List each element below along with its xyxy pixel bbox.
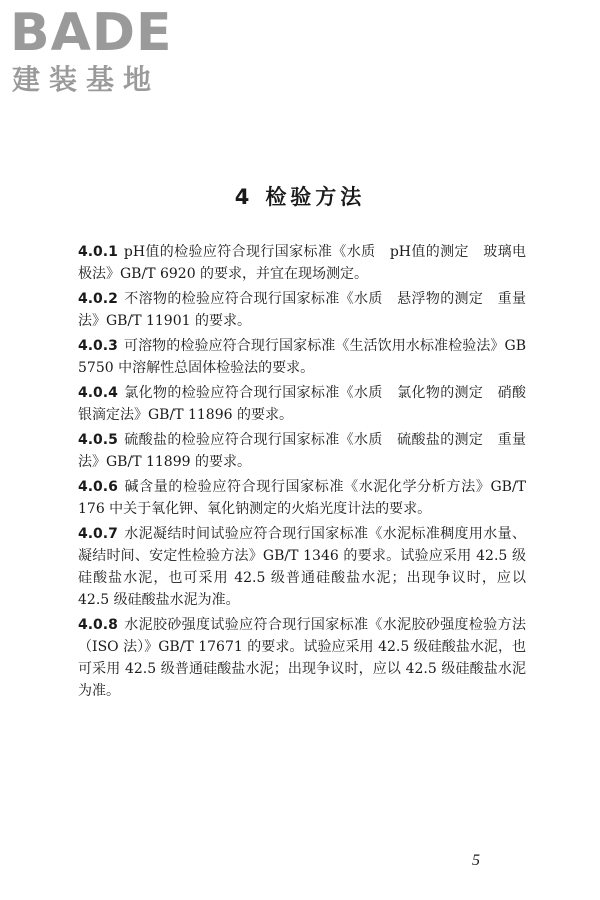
clause-number: 4.0.3 (78, 338, 118, 354)
clause-number: 4.0.5 (78, 432, 118, 448)
clause-4-0-1 (78, 241, 526, 285)
clause-4-0-2 (78, 288, 526, 332)
clause-number: 4.0.8 (78, 617, 118, 633)
clause-4-0-7 (78, 523, 526, 611)
clause-text: 水泥胶砂强度试验应符合现行国家标准《水泥胶砂强度检验方法（ISO 法）》GB/T 17671 的要求。试验应采用 42.5 级硅酸盐水泥，也可采用 42.5 级普通硅酸盐水泥；出现争议时，应以 42.5 级硅酸盐水泥为准。 (78, 617, 526, 699)
clause-number: 4.0.6 (78, 479, 118, 495)
clause-number: 4.0.2 (78, 291, 118, 307)
clause-4-0-3 (78, 335, 526, 379)
clause-list (78, 241, 526, 705)
clause-4-0-5 (78, 429, 526, 473)
clause-4-0-6 (78, 476, 526, 520)
clause-4-0-8 (78, 614, 526, 702)
clause-4-0-4 (78, 382, 526, 426)
clause-text: 可溶物的检验应符合现行国家标准《生活饮用水标准检验法》GB 5750 中溶解性总固体检验法的要求。 (78, 338, 526, 376)
chapter-number: 4 (234, 185, 254, 209)
clause-text: 碱含量的检验应符合现行国家标准《水泥化学分析方法》GB/T 176 中关于氧化钾、氧化钠测定的火焰光度计法的要求。 (78, 479, 526, 517)
logo-subtitle: 建装基地 (12, 63, 161, 96)
chapter-title-text: 检验方法 (265, 185, 366, 209)
chapter-title (0, 182, 600, 212)
clause-number: 4.0.7 (78, 526, 118, 542)
clause-text: 氯化物的检验应符合现行国家标准《水质 氯化物的测定 硝酸银滴定法》GB/T 11896 的要求。 (78, 385, 526, 423)
clause-text: 水泥凝结时间试验应符合现行国家标准《水泥标准稠度用水量、凝结时间、安定性检验方法》GB/T 1346 的要求。试验应采用 42.5 级硅酸盐水泥，也可采用 42.5 级普通硅酸盐水泥；出现争议时，应以 42.5 级硅酸盐水泥为准。 (78, 526, 526, 608)
clause-text: 硫酸盐的检验应符合现行国家标准《水质 硫酸盐的测定 重量法》GB/T 11899 的要求。 (78, 432, 526, 470)
page-number: 5 (472, 852, 480, 869)
clause-text: pH值的检验应符合现行国家标准《水质 pH值的测定 玻璃电极法》GB/T 6920 的要求，并宜在现场测定。 (78, 244, 526, 282)
logo-wordmark: BADE (10, 3, 173, 63)
logo (10, 3, 180, 102)
clause-number: 4.0.1 (78, 244, 118, 260)
clause-number: 4.0.4 (78, 385, 118, 401)
clause-text: 不溶物的检验应符合现行国家标准《水质 悬浮物的测定 重量法》GB/T 11901 的要求。 (78, 291, 526, 329)
